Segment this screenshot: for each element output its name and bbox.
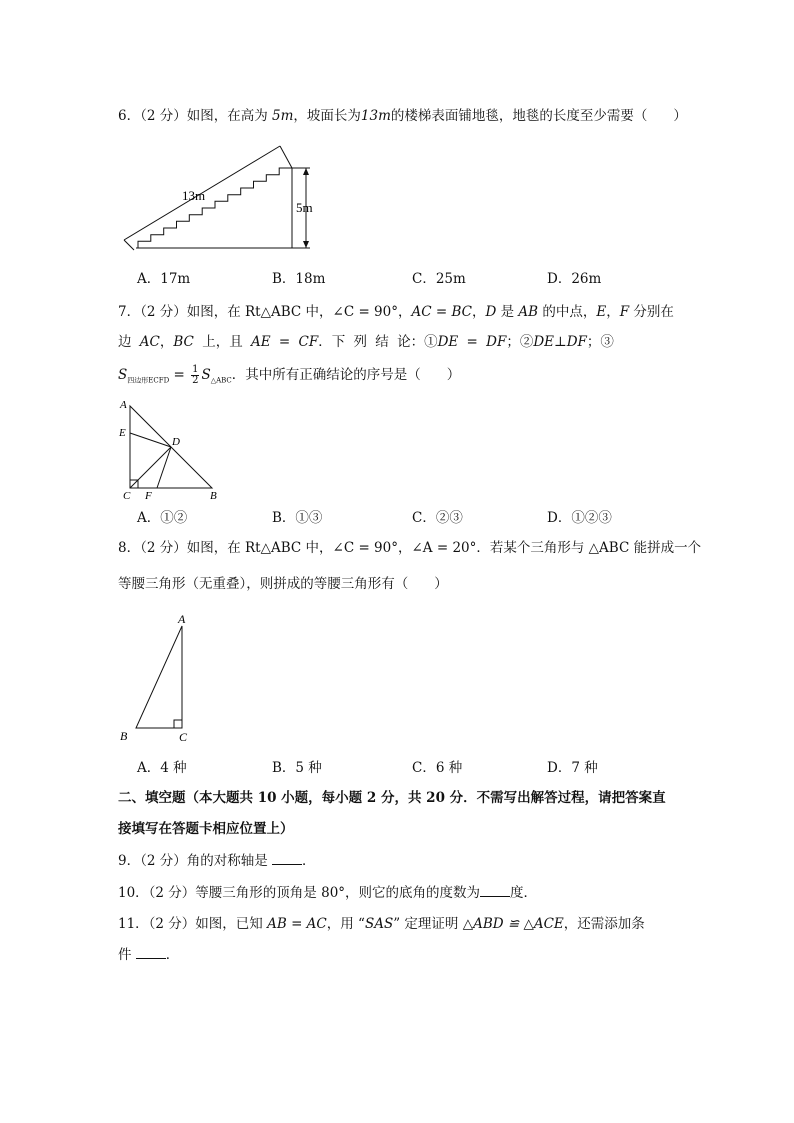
label-b: B [120, 729, 128, 743]
q6-option-c[interactable]: C．25m [412, 271, 466, 287]
q11-stem-line2: 件 ． [118, 947, 180, 963]
height-label: 5m [296, 200, 313, 215]
q6-stem: 6．（2 分）如图，在高为 5m，坡面长为13m的楼梯表面铺地毯，地毯的长度至少需要（ ） [118, 108, 687, 124]
q11-stem-line1: 11．（2 分）如图，已知 AB = AC，用 “SAS” 定理证明 △ABD ≌ △ACE，还需添加条 [118, 916, 645, 932]
label-a: A [178, 612, 186, 626]
q9-answer-blank[interactable] [272, 852, 302, 865]
q8-stem-line2: 等腰三角形（无重叠），则拼成的等腰三角形有（ ） [118, 576, 448, 592]
q6-option-d[interactable]: D．26m [547, 271, 602, 287]
q8-option-a[interactable]: A．4 种 [137, 760, 187, 776]
q7-option-a[interactable]: A．①② [137, 510, 188, 526]
q6-staircase-figure [120, 140, 330, 260]
q7-stem-line2: 边 AC，BC 上，且 AE = CF．下 列 结 论：①DE = DF；②DE⊥DF；③ [118, 334, 614, 350]
q7-option-d[interactable]: D．①②③ [547, 510, 612, 526]
label-b: B [210, 490, 217, 502]
section2-heading-line1: 二、填空题（本大题共 10 小题，每小题 2 分，共 20 分．不需写出解答过程，请把答案直 [118, 790, 666, 806]
q7-stem-line3: $S_{四边形ECFD}$ = $\frac{1}{2}$ $S_{\triangle ABC}$．其中所有正确结论的序号是（ ） [118, 364, 461, 386]
q7-option-b[interactable]: B．①③ [272, 510, 323, 526]
label-f: F [145, 490, 152, 502]
q7-option-c[interactable]: C．②③ [412, 510, 463, 526]
q8-triangle-figure [116, 610, 206, 748]
label-a: A [120, 399, 127, 411]
q8-option-d[interactable]: D．7 种 [547, 760, 598, 776]
q7-triangle-figure [116, 396, 226, 504]
q8-option-b[interactable]: B．5 种 [272, 760, 322, 776]
section2-heading-line2: 接填写在答题卡相应位置上） [118, 821, 294, 837]
q8-option-c[interactable]: C．6 种 [412, 760, 463, 776]
label-e: E [119, 427, 126, 439]
q11-answer-blank[interactable] [136, 946, 166, 959]
label-d: D [172, 436, 180, 448]
q9-stem: 9．（2 分）角的对称轴是 ． [118, 853, 316, 869]
q8-stem-line1: 8．（2 分）如图，在 Rt△ABC 中，∠C = 90°，∠A = 20°．若某个三角形与 △ABC 能拼成一个 [118, 540, 702, 556]
q10-stem: 10．（2 分）等腰三角形的顶角是 80°，则它的底角的度数为 度． [118, 885, 538, 901]
q6-option-a[interactable]: A．17m [137, 271, 191, 287]
label-c: C [123, 490, 131, 502]
q10-answer-blank[interactable] [480, 884, 510, 897]
label-c: C [179, 730, 188, 744]
q6-option-b[interactable]: B．18m [272, 271, 326, 287]
fraction-one-half: $\frac{1}{2}$ [192, 364, 199, 386]
q7-stem-line1: 7．（2 分）如图，在 Rt△ABC 中，∠C = 90°，AC = BC，D 是 AB 的中点，E，F 分别在 [118, 304, 674, 320]
slope-label: 13m [182, 188, 206, 203]
